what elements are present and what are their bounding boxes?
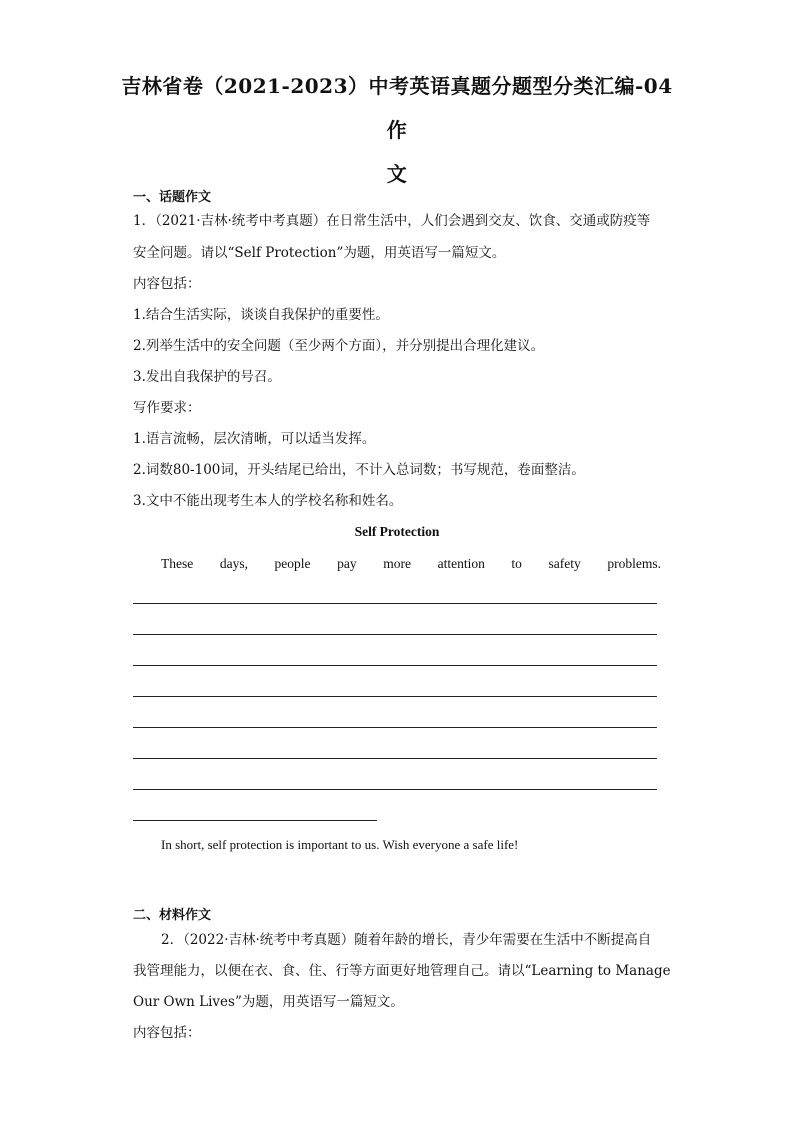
question-1-line-1: 1．（2021·吉林·统考中考真题）在日常生活中，人们会遇到交友、饮食、交通或防疫等 (133, 213, 651, 229)
title-line-1: 吉林省卷（2021-2023）中考英语真题分题型分类汇编-04作 (121, 74, 673, 142)
opening-word: attention (437, 556, 485, 571)
opening-word: to (511, 556, 522, 571)
content-item-3: 3.发出自我保护的号召。 (133, 369, 281, 385)
writing-line[interactable] (133, 665, 657, 666)
content-label: 内容包括： (133, 276, 201, 292)
opening-word: people (274, 556, 311, 571)
essay-closing-sentence: In short, self protection is important to us. Wish everyone a safe life! (161, 837, 519, 852)
document-title (120, 64, 674, 196)
section-2-content-label: 内容包括： (133, 1025, 201, 1041)
opening-word: pay (337, 556, 357, 571)
requirements-label: 写作要求： (133, 400, 201, 416)
question-2-line-3: Our Own Lives”为题，用英语写一篇短文。 (133, 994, 404, 1010)
opening-word: problems. (607, 556, 661, 571)
writing-line-short[interactable] (133, 820, 377, 821)
title-line-2: 文 (386, 162, 408, 186)
requirement-item-2: 2.词数80-100词，开头结尾已给出，不计入总词数；书写规范，卷面整洁。 (133, 462, 585, 478)
writing-line[interactable] (133, 758, 657, 759)
writing-line[interactable] (133, 696, 657, 697)
writing-line[interactable] (133, 634, 657, 635)
writing-line[interactable] (133, 603, 657, 604)
question-2-line-1: 2．（2022·吉林·统考中考真题）随着年龄的增长，青少年需要在生活中不断提高自 (161, 932, 652, 948)
opening-word: safety (548, 556, 581, 571)
section-1-heading: 一、话题作文 (133, 190, 212, 205)
section-2-heading: 二、材料作文 (133, 908, 212, 923)
opening-word: more (383, 556, 411, 571)
writing-line[interactable] (133, 789, 657, 790)
essay-title: Self Protection (354, 524, 440, 539)
content-item-1: 1.结合生活实际，谈谈自我保护的重要性。 (133, 307, 389, 323)
requirement-item-3: 3.文中不能出现考生本人的学校名称和姓名。 (133, 493, 403, 509)
requirement-item-1: 1.语言流畅，层次清晰，可以适当发挥。 (133, 431, 376, 447)
question-2-line-2: 我管理能力，以便在衣、食、住、行等方面更好地管理自己。请以“Learning to Manage (133, 963, 671, 979)
content-item-2: 2.列举生活中的安全问题（至少两个方面），并分别提出合理化建议。 (133, 338, 545, 354)
question-1-line-2: 安全问题。请以“Self Protection”为题，用英语写一篇短文。 (133, 245, 506, 261)
essay-opening-sentence (161, 556, 661, 572)
opening-word: These (161, 556, 194, 571)
writing-line[interactable] (133, 727, 657, 728)
opening-word: days, (219, 556, 248, 571)
